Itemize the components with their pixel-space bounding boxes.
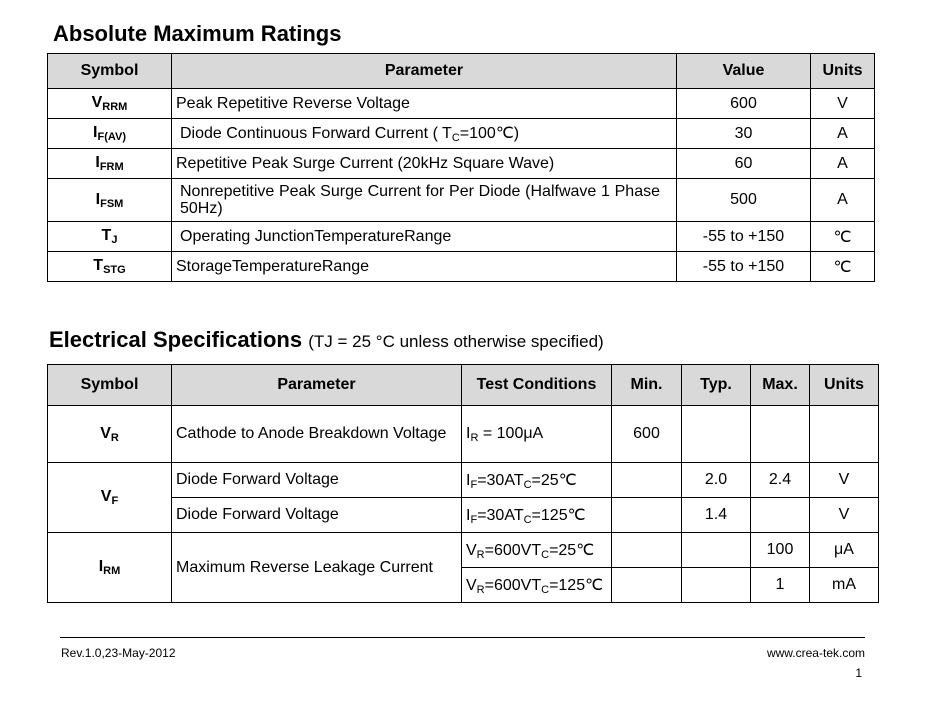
max-cell: 1 <box>751 568 810 603</box>
parameter-cell: Peak Repetitive Reverse Voltage <box>172 89 677 119</box>
units-cell: μA <box>810 533 879 568</box>
es-title-note: (TJ = 25 °C unless otherwise specified) <box>308 332 604 351</box>
es-title-text: Electrical Specifications <box>49 327 303 352</box>
symbol-cell: $I_{RM}$ <box>48 533 172 603</box>
symbol-cell: $I_{FSM}$ <box>48 179 172 222</box>
units-cell: A <box>811 179 875 222</box>
col-header-parameter: Parameter <box>172 54 677 89</box>
table-row <box>48 149 875 179</box>
col-header-value: Value <box>677 54 811 89</box>
value-cell: -55 to +150 <box>677 222 811 252</box>
parameter-cell: Repetitive Peak Surge Current (20kHz Square Wave) <box>172 149 677 179</box>
min-cell <box>612 533 682 568</box>
col-header-units: Units <box>811 54 875 89</box>
units-cell: mA <box>810 568 879 603</box>
symbol-cell: $V_F$ <box>48 463 172 533</box>
parameter-cell: Operating JunctionTemperatureRange <box>172 222 677 252</box>
col-header-symbol: Symbol <box>48 54 172 89</box>
symbol-cell: $T_J$ <box>48 222 172 252</box>
value-cell: -55 to +150 <box>677 252 811 282</box>
units-cell: V <box>810 498 879 533</box>
value-cell: 60 <box>677 149 811 179</box>
typ-cell <box>682 533 751 568</box>
parameter-cell: Diode Forward Voltage <box>172 498 462 533</box>
electrical-specs-table <box>47 364 879 603</box>
table-header-row <box>48 365 879 406</box>
symbol-cell: $I_{FRM}$ <box>48 149 172 179</box>
parameter-cell: Cathode to Anode Breakdown Voltage <box>172 406 462 463</box>
col-header-units: Units <box>810 365 879 406</box>
table-row <box>48 89 875 119</box>
symbol-cell: $I_{F(AV)}$ <box>48 119 172 149</box>
col-header-symbol: Symbol <box>48 365 172 406</box>
table-row <box>48 498 879 533</box>
footer-page-number: 1 <box>855 666 862 680</box>
max-cell <box>751 498 810 533</box>
test-condition-cell: $V_R=600VT_C=125℃$ <box>462 568 612 603</box>
col-header-min: Min. <box>612 365 682 406</box>
table-row <box>48 533 879 568</box>
max-cell: 2.4 <box>751 463 810 498</box>
symbol-cell: $T_{STG}$ <box>48 252 172 282</box>
typ-cell: 1.4 <box>682 498 751 533</box>
table-row <box>48 252 875 282</box>
table-row <box>48 119 875 149</box>
min-cell <box>612 568 682 603</box>
min-cell <box>612 463 682 498</box>
units-cell: A <box>811 149 875 179</box>
footer-website: www.crea-tek.com <box>766 646 865 660</box>
units-cell: A <box>811 119 875 149</box>
test-condition-cell: $V_R=600VT_C=25℃$ <box>462 533 612 568</box>
max-cell <box>751 406 810 463</box>
value-cell: 600 <box>677 89 811 119</box>
min-cell: 600 <box>612 406 682 463</box>
units-cell: ℃ <box>811 222 875 252</box>
symbol-cell: $V_R$ <box>48 406 172 463</box>
col-header-test-conditions: Test Conditions <box>462 365 612 406</box>
parameter-cell: StorageTemperatureRange <box>172 252 677 282</box>
value-cell: 30 <box>677 119 811 149</box>
table-row <box>48 406 879 463</box>
test-condition-cell: $I_F=30AT_C=125℃$ <box>462 498 612 533</box>
typ-cell: 2.0 <box>682 463 751 498</box>
units-cell: V <box>811 89 875 119</box>
parameter-cell: Maximum Reverse Leakage Current <box>172 533 462 603</box>
col-header-parameter: Parameter <box>172 365 462 406</box>
max-cell: 100 <box>751 533 810 568</box>
typ-cell <box>682 406 751 463</box>
table-row <box>48 463 879 498</box>
units-cell <box>810 406 879 463</box>
table-row <box>48 179 875 222</box>
symbol-cell: $V_{RRM}$ <box>48 89 172 119</box>
footer-revision: Rev.1.0,23-May-2012 <box>61 646 176 660</box>
parameter-cell: Diode Continuous Forward Current ( $T_C=100℃$) <box>172 119 677 149</box>
amr-title: Absolute Maximum Ratings <box>53 21 342 46</box>
table-header-row <box>48 54 875 89</box>
es-title <box>49 327 604 353</box>
footer-divider <box>60 637 865 638</box>
absolute-max-ratings-table <box>47 53 875 282</box>
parameter-cell: Diode Forward Voltage <box>172 463 462 498</box>
typ-cell <box>682 568 751 603</box>
col-header-typ: Typ. <box>682 365 751 406</box>
col-header-max: Max. <box>751 365 810 406</box>
units-cell: ℃ <box>811 252 875 282</box>
min-cell <box>612 498 682 533</box>
table-row <box>48 222 875 252</box>
test-condition-cell: $I_F=30AT_C=25℃$ <box>462 463 612 498</box>
parameter-cell: Nonrepetitive Peak Surge Current for Per Diode (Halfwave 1 Phase 50Hz) <box>172 179 677 222</box>
test-condition-cell: $I_R = 100\mu A$ <box>462 406 612 463</box>
units-cell: V <box>810 463 879 498</box>
value-cell: 500 <box>677 179 811 222</box>
